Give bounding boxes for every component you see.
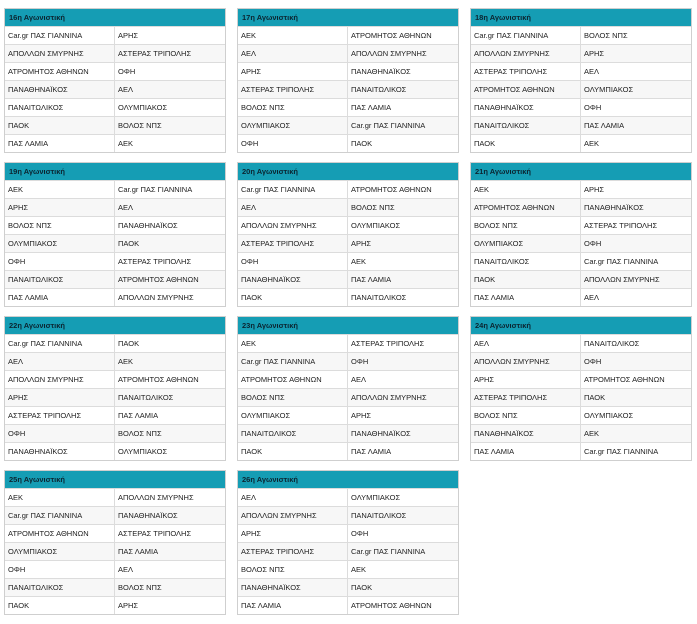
round-table — [470, 8, 692, 153]
home-team: ΠΑΣ ΛΑΜΙΑ — [471, 289, 581, 306]
match-row — [5, 596, 225, 614]
home-team: ΟΛΥΜΠΙΑΚΟΣ — [238, 407, 348, 424]
away-team: ΟΦΗ — [118, 67, 136, 76]
home-team: ΠΑΝΑΘΗΝΑΪΚΟΣ — [471, 99, 581, 116]
match-row — [5, 288, 225, 306]
match-row — [238, 506, 458, 524]
match-row — [238, 98, 458, 116]
round-title: 23η Αγωνιστική — [238, 317, 458, 334]
away-team: ΑΤΡΟΜΗΤΟΣ ΑΘΗΝΩΝ — [351, 185, 432, 194]
home-team: ΑΤΡΟΜΗΤΟΣ ΑΘΗΝΩΝ — [5, 63, 115, 80]
match-row — [238, 352, 458, 370]
away-team: ΑΡΗΣ — [118, 601, 139, 610]
match-row — [5, 44, 225, 62]
home-team: ΑΤΡΟΜΗΤΟΣ ΑΘΗΝΩΝ — [471, 81, 581, 98]
match-row — [238, 524, 458, 542]
home-team: ΑΕΚ — [5, 181, 115, 198]
away-team: ΑΣΤΕΡΑΣ ΤΡΙΠΟΛΗΣ — [118, 529, 192, 538]
match-row — [238, 596, 458, 614]
home-team: ΑΕΚ — [471, 181, 581, 198]
match-row — [5, 488, 225, 506]
home-team: ΑΠΟΛΛΩΝ ΣΜΥΡΝΗΣ — [5, 371, 115, 388]
home-team: ΑΡΗΣ — [238, 525, 348, 542]
away-team: ΑΠΟΛΛΩΝ ΣΜΥΡΝΗΣ — [351, 393, 427, 402]
away-team: ΑΤΡΟΜΗΤΟΣ ΑΘΗΝΩΝ — [584, 375, 665, 384]
home-team: ΠΑΟΚ — [5, 597, 115, 614]
away-team: ΟΦΗ — [351, 357, 369, 366]
match-row — [471, 334, 691, 352]
match-row — [5, 252, 225, 270]
away-team: ΑΠΟΛΛΩΝ ΣΜΥΡΝΗΣ — [118, 293, 194, 302]
away-team: ΑΣΤΕΡΑΣ ΤΡΙΠΟΛΗΣ — [118, 257, 192, 266]
away-team: ΠΑΣ ΛΑΜΙΑ — [118, 547, 159, 556]
home-team: ΑΣΤΕΡΑΣ ΤΡΙΠΟΛΗΣ — [471, 63, 581, 80]
away-team: ΟΛΥΜΠΙΑΚΟΣ — [351, 221, 401, 230]
home-team: ΑΠΟΛΛΩΝ ΣΜΥΡΝΗΣ — [238, 217, 348, 234]
home-team: ΑΕΚ — [5, 489, 115, 506]
match-row — [5, 134, 225, 152]
home-team: Car.gr ΠΑΣ ΓΙΑΝΝΙΝΑ — [238, 181, 348, 198]
home-team: ΒΟΛΟΣ ΝΠΣ — [238, 389, 348, 406]
home-team: ΠΑΟΚ — [471, 271, 581, 288]
home-team: ΑΕΚ — [238, 27, 348, 44]
home-team: ΑΡΗΣ — [5, 389, 115, 406]
rounds-row — [4, 470, 692, 615]
match-row — [238, 488, 458, 506]
home-team: ΠΑΟΚ — [471, 135, 581, 152]
home-team: ΠΑΝΑΘΗΝΑΪΚΟΣ — [238, 271, 348, 288]
match-row — [5, 352, 225, 370]
home-team: ΑΡΗΣ — [238, 63, 348, 80]
match-row — [5, 442, 225, 460]
away-team: ΑΠΟΛΛΩΝ ΣΜΥΡΝΗΣ — [118, 493, 194, 502]
away-team: ΑΣΤΕΡΑΣ ΤΡΙΠΟΛΗΣ — [118, 49, 192, 58]
home-team: ΠΑΝΑΘΗΝΑΪΚΟΣ — [5, 81, 115, 98]
away-team: Car.gr ΠΑΣ ΓΙΑΝΝΙΝΑ — [118, 185, 193, 194]
home-team: ΠΑΝΑΙΤΩΛΙΚΟΣ — [5, 99, 115, 116]
round-title: 20η Αγωνιστική — [238, 163, 458, 180]
away-team: ΠΑΣ ΛΑΜΙΑ — [118, 411, 159, 420]
home-team: ΠΑΣ ΛΑΜΙΑ — [5, 135, 115, 152]
home-team: Car.gr ΠΑΣ ΓΙΑΝΝΙΝΑ — [5, 27, 115, 44]
away-team: ΑΕΛ — [351, 375, 367, 384]
match-row — [5, 234, 225, 252]
match-row — [5, 180, 225, 198]
home-team: ΠΑΝΑΙΤΩΛΙΚΟΣ — [238, 425, 348, 442]
home-team: ΠΑΣ ΛΑΜΙΑ — [238, 597, 348, 614]
match-row — [5, 578, 225, 596]
match-row — [238, 180, 458, 198]
round-title: 25η Αγωνιστική — [5, 471, 225, 488]
home-team: ΑΡΗΣ — [5, 199, 115, 216]
away-team: ΠΑΝΑΙΤΩΛΙΚΟΣ — [584, 339, 640, 348]
match-row — [471, 388, 691, 406]
away-team: ΠΑΣ ΛΑΜΙΑ — [351, 447, 392, 456]
away-team: ΠΑΝΑΘΗΝΑΪΚΟΣ — [584, 203, 644, 212]
home-team: ΑΣΤΕΡΑΣ ΤΡΙΠΟΛΗΣ — [238, 81, 348, 98]
away-team: ΠΑΟΚ — [118, 339, 140, 348]
home-team: ΟΛΥΜΠΙΑΚΟΣ — [5, 235, 115, 252]
match-row — [5, 560, 225, 578]
away-team: ΑΠΟΛΛΩΝ ΣΜΥΡΝΗΣ — [351, 49, 427, 58]
match-row — [238, 26, 458, 44]
away-team: ΒΟΛΟΣ ΝΠΣ — [118, 583, 162, 592]
home-team: ΑΣΤΕΡΑΣ ΤΡΙΠΟΛΗΣ — [238, 235, 348, 252]
home-team: ΑΠΟΛΛΩΝ ΣΜΥΡΝΗΣ — [471, 353, 581, 370]
match-row — [5, 424, 225, 442]
match-row — [238, 198, 458, 216]
round-table — [4, 316, 226, 461]
away-team: ΑΕΛ — [584, 293, 600, 302]
home-team: ΑΠΟΛΛΩΝ ΣΜΥΡΝΗΣ — [238, 507, 348, 524]
away-team: ΠΑΝΑΘΗΝΑΪΚΟΣ — [351, 67, 411, 76]
match-row — [5, 198, 225, 216]
match-row — [471, 134, 691, 152]
match-row — [471, 198, 691, 216]
match-row — [238, 542, 458, 560]
fixtures-grid — [4, 8, 692, 624]
rounds-row — [4, 162, 692, 307]
home-team: ΒΟΛΟΣ ΝΠΣ — [5, 217, 115, 234]
home-team: ΟΦΗ — [5, 253, 115, 270]
away-team: ΠΑΣ ΛΑΜΙΑ — [584, 121, 625, 130]
away-team: ΠΑΟΚ — [118, 239, 140, 248]
away-team: ΟΦΗ — [584, 103, 602, 112]
match-row — [471, 234, 691, 252]
away-team: ΑΕΛ — [584, 67, 600, 76]
home-team: ΑΕΚ — [238, 335, 348, 352]
match-row — [238, 424, 458, 442]
home-team: ΠΑΝΑΙΤΩΛΙΚΟΣ — [471, 117, 581, 134]
away-team: ΒΟΛΟΣ ΝΠΣ — [584, 31, 628, 40]
away-team: ΒΟΛΟΣ ΝΠΣ — [118, 121, 162, 130]
match-row — [238, 116, 458, 134]
match-row — [238, 216, 458, 234]
match-row — [238, 134, 458, 152]
match-row — [471, 26, 691, 44]
rounds-row — [4, 8, 692, 153]
away-team: ΑΕΚ — [351, 565, 367, 574]
home-team: ΠΑΝΑΘΗΝΑΪΚΟΣ — [238, 579, 348, 596]
match-row — [5, 26, 225, 44]
away-team: ΠΑΝΑΙΤΩΛΙΚΟΣ — [351, 85, 407, 94]
round-title: 26η Αγωνιστική — [238, 471, 458, 488]
away-team: ΒΟΛΟΣ ΝΠΣ — [351, 203, 395, 212]
match-row — [238, 334, 458, 352]
home-team: ΠΑΝΑΙΤΩΛΙΚΟΣ — [471, 253, 581, 270]
round-table — [470, 316, 692, 461]
home-team: ΟΦΗ — [5, 425, 115, 442]
away-team: ΠΑΟΚ — [351, 139, 373, 148]
home-team: ΑΠΟΛΛΩΝ ΣΜΥΡΝΗΣ — [471, 45, 581, 62]
home-team: ΟΦΗ — [238, 253, 348, 270]
home-team: ΑΣΤΕΡΑΣ ΤΡΙΠΟΛΗΣ — [5, 407, 115, 424]
match-row — [238, 370, 458, 388]
round-title: 22η Αγωνιστική — [5, 317, 225, 334]
away-team: ΠΑΟΚ — [351, 583, 373, 592]
away-team: ΑΠΟΛΛΩΝ ΣΜΥΡΝΗΣ — [584, 275, 660, 284]
home-team: ΟΛΥΜΠΙΑΚΟΣ — [5, 543, 115, 560]
round-table — [237, 162, 459, 307]
match-row — [238, 270, 458, 288]
round-title: 16η Αγωνιστική — [5, 9, 225, 26]
away-team: ΟΛΥΜΠΙΑΚΟΣ — [584, 411, 634, 420]
away-team: ΟΦΗ — [584, 239, 602, 248]
away-team: ΑΕΛ — [118, 85, 134, 94]
round-table — [470, 162, 692, 307]
home-team: ΟΛΥΜΠΙΑΚΟΣ — [471, 235, 581, 252]
away-team: ΟΦΗ — [584, 357, 602, 366]
away-team: Car.gr ΠΑΣ ΓΙΑΝΝΙΝΑ — [584, 447, 659, 456]
home-team: ΑΡΗΣ — [471, 371, 581, 388]
match-row — [471, 44, 691, 62]
away-team: ΑΡΗΣ — [584, 185, 605, 194]
home-team: ΠΑΝΑΘΗΝΑΪΚΟΣ — [5, 443, 115, 460]
away-team: ΑΤΡΟΜΗΤΟΣ ΑΘΗΝΩΝ — [118, 375, 199, 384]
away-team: ΑΕΛ — [118, 203, 134, 212]
match-row — [471, 180, 691, 198]
away-team: ΑΤΡΟΜΗΤΟΣ ΑΘΗΝΩΝ — [351, 601, 432, 610]
away-team: Car.gr ΠΑΣ ΓΙΑΝΝΙΝΑ — [584, 257, 659, 266]
home-team: ΑΕΛ — [471, 335, 581, 352]
round-title: 19η Αγωνιστική — [5, 163, 225, 180]
away-team: ΑΣΤΕΡΑΣ ΤΡΙΠΟΛΗΣ — [584, 221, 658, 230]
match-row — [471, 424, 691, 442]
match-row — [5, 542, 225, 560]
home-team: ΑΠΟΛΛΩΝ ΣΜΥΡΝΗΣ — [5, 45, 115, 62]
away-team: ΑΤΡΟΜΗΤΟΣ ΑΘΗΝΩΝ — [118, 275, 199, 284]
round-table — [4, 8, 226, 153]
round-title: 24η Αγωνιστική — [471, 317, 691, 334]
away-team: ΠΑΝΑΙΤΩΛΙΚΟΣ — [118, 393, 174, 402]
match-row — [5, 216, 225, 234]
round-title: 18η Αγωνιστική — [471, 9, 691, 26]
round-table — [4, 162, 226, 307]
round-table — [4, 470, 226, 615]
match-row — [5, 406, 225, 424]
home-team: ΠΑΟΚ — [238, 443, 348, 460]
away-team: ΑΡΗΣ — [351, 411, 372, 420]
home-team: ΠΑΣ ΛΑΜΙΑ — [471, 443, 581, 460]
away-team: ΑΡΗΣ — [118, 31, 139, 40]
home-team: ΑΤΡΟΜΗΤΟΣ ΑΘΗΝΩΝ — [5, 525, 115, 542]
match-row — [5, 80, 225, 98]
away-team: ΑΕΚ — [584, 429, 600, 438]
match-row — [5, 334, 225, 352]
match-row — [471, 352, 691, 370]
home-team: ΒΟΛΟΣ ΝΠΣ — [238, 561, 348, 578]
home-team: ΑΕΛ — [238, 199, 348, 216]
match-row — [238, 234, 458, 252]
home-team: ΒΟΛΟΣ ΝΠΣ — [471, 217, 581, 234]
away-team: ΟΛΥΜΠΙΑΚΟΣ — [351, 493, 401, 502]
match-row — [238, 44, 458, 62]
home-team: ΑΤΡΟΜΗΤΟΣ ΑΘΗΝΩΝ — [238, 371, 348, 388]
rounds-row — [4, 316, 692, 461]
away-team: ΠΑΝΑΘΗΝΑΪΚΟΣ — [351, 429, 411, 438]
home-team: ΑΕΛ — [238, 489, 348, 506]
match-row — [5, 98, 225, 116]
away-team: ΠΑΟΚ — [584, 393, 606, 402]
match-row — [5, 388, 225, 406]
away-team: ΑΡΗΣ — [584, 49, 605, 58]
away-team: ΠΑΝΑΙΤΩΛΙΚΟΣ — [351, 511, 407, 520]
match-row — [5, 370, 225, 388]
home-team: ΒΟΛΟΣ ΝΠΣ — [238, 99, 348, 116]
away-team: ΑΣΤΕΡΑΣ ΤΡΙΠΟΛΗΣ — [351, 339, 425, 348]
home-team: ΟΦΗ — [238, 135, 348, 152]
match-row — [471, 216, 691, 234]
round-table — [237, 316, 459, 461]
match-row — [471, 62, 691, 80]
home-team: ΠΑΟΚ — [5, 117, 115, 134]
away-team: ΑΕΚ — [118, 357, 134, 366]
round-title: 17η Αγωνιστική — [238, 9, 458, 26]
away-team: ΠΑΣ ΛΑΜΙΑ — [351, 103, 392, 112]
match-row — [238, 288, 458, 306]
match-row — [238, 62, 458, 80]
match-row — [471, 116, 691, 134]
home-team: ΟΦΗ — [5, 561, 115, 578]
home-team: ΑΕΛ — [238, 45, 348, 62]
away-team: ΒΟΛΟΣ ΝΠΣ — [118, 429, 162, 438]
away-team: Car.gr ΠΑΣ ΓΙΑΝΝΙΝΑ — [351, 121, 426, 130]
home-team: ΑΤΡΟΜΗΤΟΣ ΑΘΗΝΩΝ — [471, 199, 581, 216]
round-table — [237, 470, 459, 615]
match-row — [471, 442, 691, 460]
match-row — [238, 388, 458, 406]
match-row — [5, 524, 225, 542]
match-row — [5, 116, 225, 134]
match-row — [238, 80, 458, 98]
match-row — [238, 578, 458, 596]
match-row — [5, 270, 225, 288]
match-row — [238, 442, 458, 460]
round-table — [237, 8, 459, 153]
away-team: ΑΕΚ — [118, 139, 134, 148]
match-row — [5, 506, 225, 524]
away-team: ΟΛΥΜΠΙΑΚΟΣ — [118, 103, 168, 112]
away-team: ΟΛΥΜΠΙΑΚΟΣ — [584, 85, 634, 94]
match-row — [238, 252, 458, 270]
away-team: ΑΕΛ — [118, 565, 134, 574]
away-team: ΟΦΗ — [351, 529, 369, 538]
home-team: ΟΛΥΜΠΙΑΚΟΣ — [238, 117, 348, 134]
home-team: ΑΣΤΕΡΑΣ ΤΡΙΠΟΛΗΣ — [471, 389, 581, 406]
match-row — [471, 270, 691, 288]
away-team: ΠΑΝΑΙΤΩΛΙΚΟΣ — [351, 293, 407, 302]
match-row — [471, 80, 691, 98]
home-team: ΠΑΟΚ — [238, 289, 348, 306]
match-row — [471, 98, 691, 116]
home-team: ΠΑΝΑΘΗΝΑΪΚΟΣ — [471, 425, 581, 442]
round-title: 21η Αγωνιστική — [471, 163, 691, 180]
match-row — [471, 288, 691, 306]
home-team: Car.gr ΠΑΣ ΓΙΑΝΝΙΝΑ — [238, 353, 348, 370]
away-team: ΑΕΚ — [351, 257, 367, 266]
away-team: ΠΑΣ ΛΑΜΙΑ — [351, 275, 392, 284]
away-team: ΑΤΡΟΜΗΤΟΣ ΑΘΗΝΩΝ — [351, 31, 432, 40]
match-row — [471, 252, 691, 270]
home-team: ΒΟΛΟΣ ΝΠΣ — [471, 407, 581, 424]
home-team: ΠΑΝΑΙΤΩΛΙΚΟΣ — [5, 271, 115, 288]
match-row — [471, 370, 691, 388]
away-team: ΑΡΗΣ — [351, 239, 372, 248]
away-team: ΑΕΚ — [584, 139, 600, 148]
home-team: Car.gr ΠΑΣ ΓΙΑΝΝΙΝΑ — [5, 507, 115, 524]
match-row — [238, 406, 458, 424]
home-team: Car.gr ΠΑΣ ΓΙΑΝΝΙΝΑ — [471, 27, 581, 44]
away-team: Car.gr ΠΑΣ ΓΙΑΝΝΙΝΑ — [351, 547, 426, 556]
away-team: ΠΑΝΑΘΗΝΑΪΚΟΣ — [118, 221, 178, 230]
home-team: Car.gr ΠΑΣ ΓΙΑΝΝΙΝΑ — [5, 335, 115, 352]
home-team: ΑΣΤΕΡΑΣ ΤΡΙΠΟΛΗΣ — [238, 543, 348, 560]
home-team: ΠΑΝΑΙΤΩΛΙΚΟΣ — [5, 579, 115, 596]
match-row — [238, 560, 458, 578]
away-team: ΠΑΝΑΘΗΝΑΪΚΟΣ — [118, 511, 178, 520]
match-row — [471, 406, 691, 424]
away-team: ΟΛΥΜΠΙΑΚΟΣ — [118, 447, 168, 456]
match-row — [5, 62, 225, 80]
home-team: ΑΕΛ — [5, 353, 115, 370]
home-team: ΠΑΣ ΛΑΜΙΑ — [5, 289, 115, 306]
